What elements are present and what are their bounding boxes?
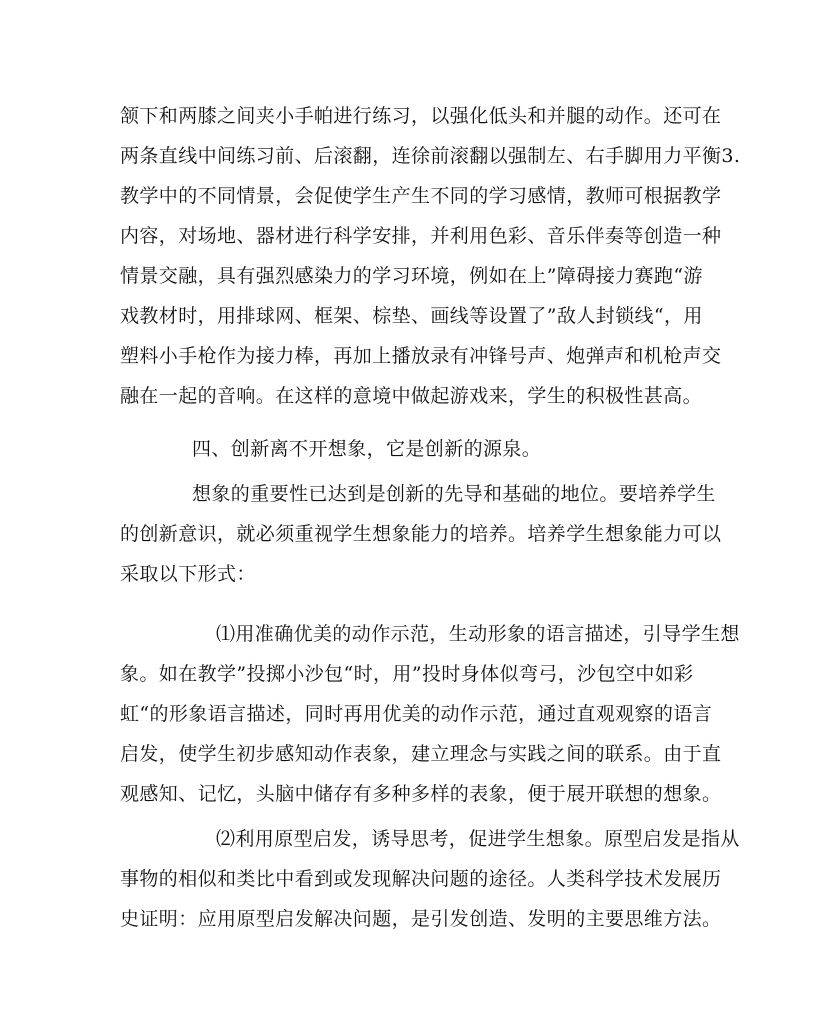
text-line: 塑料小手枪作为接力棒，再加上播放录有冲锋号声、炮弹声和机枪声交 xyxy=(120,345,722,367)
section-heading: 四、创新离不开想象，它是创新的源泉。 xyxy=(192,438,542,460)
text-line: 史证明：应用原型启发解决问题，是引发创造、发明的主要思维方法。 xyxy=(120,908,722,930)
text-line: 启发，使学生初步感知动作表象，建立理念与实践之间的联系。由于直 xyxy=(120,743,722,765)
text-line: 戏教材时，用排球网、框架、棕垫、画线等设置了”敌人封锁线“，用 xyxy=(120,305,703,327)
text-line: 观感知、记忆，头脑中储存有多种多样的表象，便于展开联想的想象。 xyxy=(120,783,722,805)
text-line: 采取以下形式： xyxy=(120,563,256,585)
text-line: 事物的相似和类比中看到或发现解决问题的途径。人类科学技术发展历 xyxy=(120,868,722,890)
text-line: 象。如在教学”投掷小沙包“时，用”投时身体似弯弓，沙包空中如彩 xyxy=(120,663,694,685)
text-line: 情景交融，具有强烈感染力的学习环境，例如在上”障碍接力赛跑“游 xyxy=(120,265,703,287)
text-line: 内容，对场地、器材进行科学安排，并利用色彩、音乐伴奏等创造一种 xyxy=(120,225,722,247)
text-line: 教学中的不同情景，会促使学生产生不同的学习感情，教师可根据教学 xyxy=(120,185,722,207)
text-line: 融在一起的音响。在这样的意境中做起游戏来，学生的积极性甚高。 xyxy=(120,385,703,407)
paragraph-first-line: 想象的重要性已达到是创新的先导和基础的地位。要培养学生 xyxy=(192,483,716,505)
text-line: 两条直线中间练习前、后滚翻，连徐前滚翻以强制左、右手脚用力平衡3. xyxy=(120,145,741,167)
text-line: 颔下和两膝之间夹小手帕进行练习，以强化低头和并腿的动作。还可在 xyxy=(120,105,722,127)
list-item-first-line: ⑴用准确优美的动作示范，生动形象的语言描述，引导学生想 xyxy=(216,623,740,645)
list-item-first-line: ⑵利用原型启发，诱导思考，促进学生想象。原型启发是指从 xyxy=(216,828,740,850)
text-line: 虹“的形象语言描述，同时再用优美的动作示范，通过直观观察的语言 xyxy=(120,703,713,725)
text-line: 的创新意识，就必须重视学生想象能力的培养。培养学生想象能力可以 xyxy=(120,523,722,545)
